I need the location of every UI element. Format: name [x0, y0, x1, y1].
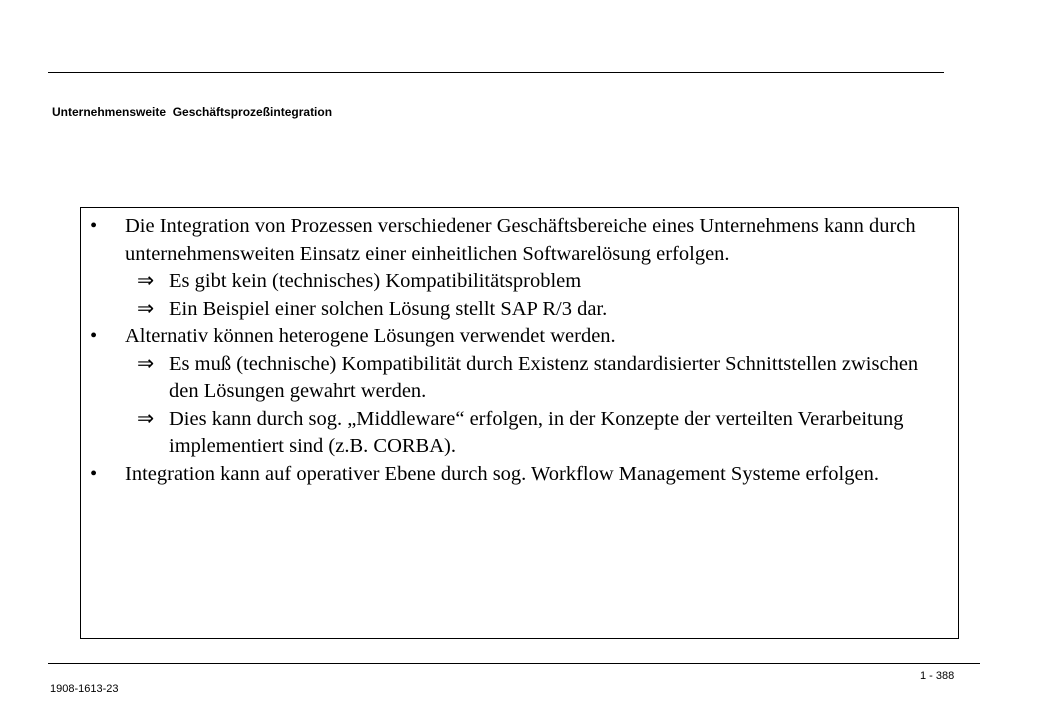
bullet-dot-icon: • [90, 215, 98, 237]
bullet-dot-icon: • [90, 462, 98, 485]
bullet-text: Alternativ können heterogene Lösungen verwendet werden. [125, 325, 616, 347]
bullet-dot-icon: • [90, 325, 98, 347]
bullet-list [81, 213, 958, 488]
page-number: 1 - 388 [920, 670, 955, 682]
bullet-point-integration [81, 213, 958, 268]
content-box [80, 207, 959, 639]
bullet-point-heterogeneous [81, 323, 958, 351]
bullet-text: Integration kann auf operativer Ebene durch sog. Workflow Management Systeme erfolgen. [125, 462, 879, 485]
sub-point-text: Es gibt kein (technisches) Kompatibilitätsproblem [169, 270, 582, 292]
sub-point-text: Dies kann durch sog. „Middleware“ erfolgen, in der Konzepte der verteilten Verarbeitung implementiert sind (z.B. CORBA). [169, 407, 904, 457]
implies-arrow-icon: ⇒ [137, 352, 155, 375]
sub-point-text: Es muß (technische) Kompatibilität durch Existenz standardisierter Schnittstellen zwischen den Lösungen gewahrt werden. [169, 352, 919, 402]
sub-point-sap-example [81, 296, 958, 324]
header-divider [48, 72, 944, 73]
sub-point-compatibility [81, 268, 958, 296]
implies-arrow-icon: ⇒ [137, 407, 155, 430]
document-number: 1908-1613-23 [50, 683, 119, 695]
sub-point-middleware [81, 406, 958, 461]
bullet-text: Die Integration von Prozessen verschiedener Geschäftsbereiche eines Unternehmens kann durch unternehmensweiten Einsatz einer einheitlichen Softwarelösung erfolgen. [125, 215, 916, 265]
sub-point-interfaces [81, 351, 958, 406]
slide-header-title: Unternehmensweite Geschäftsprozeßintegration [52, 105, 333, 119]
bullet-point-workflow [81, 461, 958, 489]
sub-point-text: Ein Beispiel einer solchen Lösung stellt SAP R/3 dar. [169, 297, 608, 320]
footer-divider [48, 663, 980, 664]
implies-arrow-icon: ⇒ [137, 297, 155, 320]
implies-arrow-icon: ⇒ [137, 270, 155, 292]
